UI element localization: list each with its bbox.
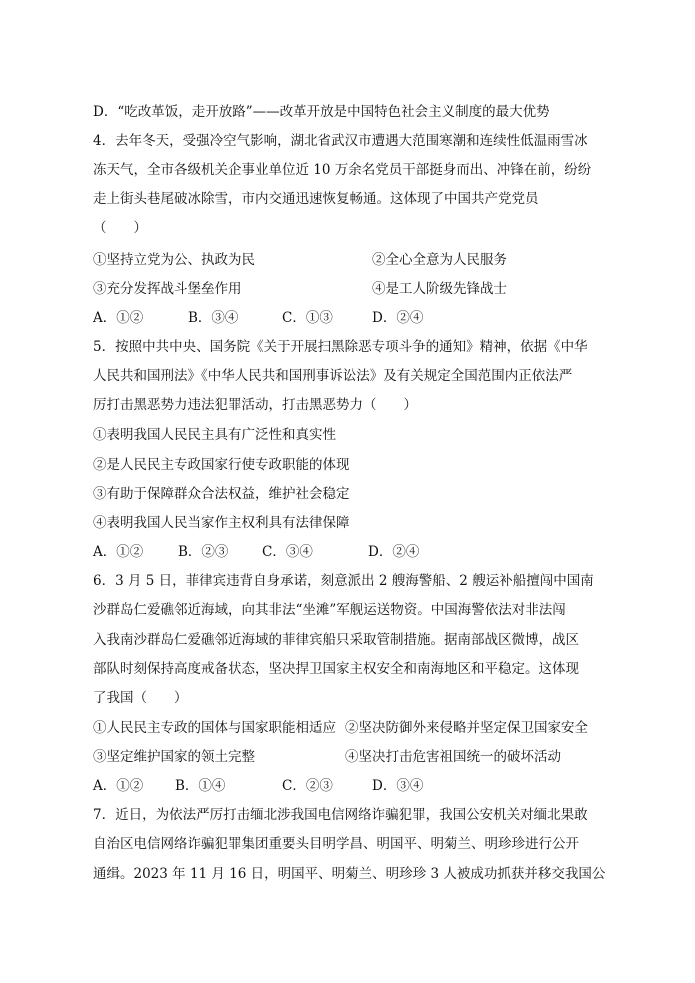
q3-option-d: D．“吃改革饭，走开放路”——改革开放是中国特色社会主义制度的最大优势 xyxy=(93,104,550,120)
q6-stem-line: 6．3 月 5 日，菲律宾违背自身承诺，刻意派出 2 艘海警船、2 艘运补船擅闯中国南 xyxy=(93,573,594,589)
q4-item-3: ③充分发挥战斗堡垒作用 xyxy=(93,281,242,297)
q4-item-4: ④是工人阶级先锋战士 xyxy=(372,281,507,297)
q6-choice-a: A．①② xyxy=(93,778,144,794)
q5-item-3: ③有助于保障群众合法权益，维护社会稳定 xyxy=(93,486,350,502)
q4-choice-d: D．②④ xyxy=(372,310,424,326)
q5-item-2: ②是人民民主专政国家行使专政职能的体现 xyxy=(93,457,350,473)
q6-choice-b: B．①④ xyxy=(175,778,226,794)
q7-stem-line: 通缉。2023 年 11 月 16 日，明国平、明菊兰、明珍珍 3 人被成功抓获并移交我国公 xyxy=(93,866,606,882)
q5-stem-line: 5．按照中共中央、国务院《关于开展扫黑除恶专项斗争的通知》精神，依据《中华 xyxy=(93,339,588,355)
q4-stem-line: 4．去年冬天，受强冷空气影响，湖北省武汉市遭遇大范围寒潮和连续性低温雨雪冰 xyxy=(93,133,588,149)
q4-item-2: ②全心全意为人民服务 xyxy=(372,252,507,268)
q7-stem-line: 7．近日，为依法严厉打击缅北涉我国电信网络诈骗犯罪，我国公安机关对缅北果敢 xyxy=(93,807,588,823)
q5-choice-b: B．②③ xyxy=(178,544,229,560)
q6-stem-line: 部队时刻保持高度戒备状态，坚决捍卫国家主权安全和南海地区和平稳定。这体现 xyxy=(93,661,579,677)
q5-item-4: ④表明我国人民当家作主权利具有法律保障 xyxy=(93,515,350,531)
q6-choice-d: D．③④ xyxy=(372,778,424,794)
q4-choice-b: B．③④ xyxy=(188,310,239,326)
q6-choice-c: C．②③ xyxy=(282,778,333,794)
q6-stem-line: 沙群岛仁爱礁邻近海域，向其非法“坐滩”军舰运送物资。中国海警依法对非法闯 xyxy=(93,602,566,618)
q6-item-3: ③坚定维护国家的领土完整 xyxy=(93,749,255,765)
q4-stem-line: 冻天气，全市各级机关企事业单位近 10 万余名党员干部挺身而出、冲锋在前，纷纷 xyxy=(93,162,592,178)
q4-stem-line: （ ） xyxy=(93,220,147,236)
q6-stem-line: 了我国（ ） xyxy=(93,690,188,706)
q5-choice-a: A．①② xyxy=(93,544,144,560)
q6-item-2: ②坚决防御外来侵略并坚定保卫国家安全 xyxy=(345,720,588,736)
q5-stem-line: 人民共和国刑法》《中华人民共和国刑事诉讼法》及有关规定全国范围内正依法严 xyxy=(93,368,573,384)
q6-item-1: ①人民民主专政的国体与国家职能相适应 xyxy=(93,720,336,736)
q4-stem-line: 走上街头巷尾破冰除雪，市内交通迅速恢复畅通。这体现了中国共产党党员 xyxy=(93,191,539,207)
q6-item-4: ④坚决打击危害祖国统一的破坏活动 xyxy=(345,749,561,765)
q4-item-1: ①坚持立党为公、执政为民 xyxy=(93,252,255,268)
q7-stem-line: 自治区电信网络诈骗犯罪集团重要头目明学昌、明国平、明菊兰、明珍珍进行公开 xyxy=(93,836,579,852)
q5-choice-c: C．③④ xyxy=(262,544,313,560)
q5-item-1: ①表明我国人民民主具有广泛性和真实性 xyxy=(93,427,336,443)
q4-choice-c: C．①③ xyxy=(282,310,333,326)
q4-choice-a: A．①② xyxy=(93,310,144,326)
q6-stem-line: 入我南沙群岛仁爱礁邻近海域的菲律宾船只采取管制措施。据南部战区微博，战区 xyxy=(93,632,579,648)
q5-stem-line: 厉打击黑恶势力违法犯罪活动，打击黑恶势力（ ） xyxy=(93,397,417,413)
q5-choice-d: D．②④ xyxy=(368,544,420,560)
